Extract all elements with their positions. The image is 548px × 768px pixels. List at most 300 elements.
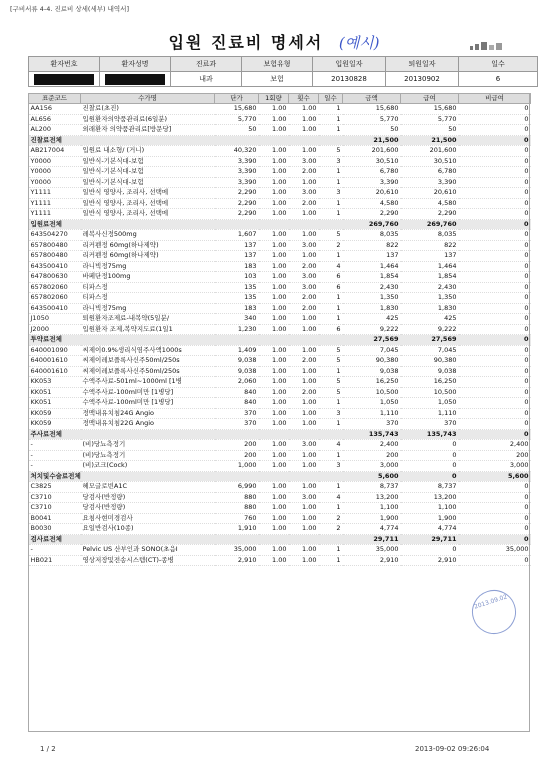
table-cell: 29,711 [401,534,459,545]
table-cell: 티파스정 [81,293,215,304]
table-cell: 27,569 [343,335,401,346]
table-cell: Y0000 [29,156,81,167]
table-cell: 0 [459,377,531,388]
table-cell: 657802060 [29,282,81,293]
table-cell [319,219,343,230]
table-cell: 0 [459,356,531,367]
table-cell: 0 [401,440,459,451]
table-cell: 370 [401,419,459,430]
table-cell: 1,100 [343,503,401,514]
table-cell: 0 [459,387,531,398]
table-cell: 137 [401,251,459,262]
table-cell: 183 [215,303,259,314]
table-cell: 3.00 [289,492,319,503]
table-cell: 2.00 [289,387,319,398]
table-cell [289,335,319,346]
table-cell: 0 [459,429,531,440]
table-cell: 640001610 [29,366,81,377]
table-cell: 135 [215,293,259,304]
table-cell: 1.00 [259,356,289,367]
table-cell: 1.00 [289,555,319,566]
table-cell: Y1111 [29,209,81,220]
table-cell: 1.00 [259,125,289,136]
table-cell: 1 [319,503,343,514]
table-cell: 0 [459,282,531,293]
table-cell: 2,290 [343,209,401,220]
table-cell: 일반식-기본식대-보험 [81,177,215,188]
table-cell: 3,390 [215,177,259,188]
table-cell: 일반식-기본식대-보험 [81,156,215,167]
table-cell: 1 [319,167,343,178]
table-cell: 3.00 [289,272,319,283]
table-cell: 2.00 [289,293,319,304]
table-cell: 21,500 [401,135,459,146]
table-cell: - [29,450,81,461]
table-cell: KK051 [29,398,81,409]
table-cell: 35,000 [343,545,401,556]
column-header: 급여 [401,94,459,104]
table-cell: 1,110 [401,408,459,419]
table-cell: B0030 [29,524,81,535]
table-cell: 135,743 [343,429,401,440]
table-row [29,555,531,566]
table-cell: 1,910 [215,524,259,535]
table-cell: 0 [459,555,531,566]
header-label: 진료과 [171,57,242,72]
table-cell: 5,770 [343,114,401,125]
table-row [29,324,531,335]
table-row [29,513,531,524]
table-cell: 1 [319,419,343,430]
table-cell: 0 [459,419,531,430]
table-cell: 2,290 [215,198,259,209]
table-cell: 1.00 [259,251,289,262]
table-cell: 4,774 [401,524,459,535]
table-cell: 13,200 [401,492,459,503]
table-cell: 137 [215,251,259,262]
table-cell: KK059 [29,408,81,419]
table-cell: 2,910 [343,555,401,566]
table-cell [215,471,259,482]
table-cell: 0 [459,135,531,146]
table-cell: 라니빅정75mg [81,261,215,272]
table-cell: 0 [459,230,531,241]
table-cell: 1.00 [289,408,319,419]
header-label: 환자성명 [100,57,171,72]
column-header: 일수 [319,94,343,104]
table-cell: 주사료전체 [29,429,81,440]
table-row [29,293,531,304]
table-cell: 135 [215,282,259,293]
table-cell: 1 [319,125,343,136]
table-cell: AB217004 [29,146,81,157]
table-cell: 201,600 [401,146,459,157]
table-cell: 0 [459,272,531,283]
table-cell [81,219,215,230]
title-text: 입원 진료비 명세서 [168,33,324,52]
table-cell: 13,200 [343,492,401,503]
table-cell [289,219,319,230]
column-header: 단가 [215,94,259,104]
table-cell: 760 [215,513,259,524]
print-timestamp: 2013-09-02 09:26:04 [415,745,490,753]
table-cell: 4,580 [343,198,401,209]
table-cell: 0 [459,398,531,409]
table-cell: 5 [319,345,343,356]
table-cell [259,534,289,545]
table-row [29,156,531,167]
table-cell: 0 [459,177,531,188]
table-cell: 183 [215,261,259,272]
table-cell: 1,350 [343,293,401,304]
table-cell: 3,390 [215,156,259,167]
table-cell: 처치및수술료전체 [30,471,81,480]
table-cell: 1.00 [259,366,289,377]
table-cell [215,135,259,146]
table-cell: 0 [459,482,531,493]
table-cell [289,471,319,482]
table-cell: 3.00 [289,156,319,167]
table-cell: 5,600 [343,471,401,482]
table-row [29,177,531,188]
table-cell: 35,000 [215,545,259,556]
table-cell: 1.00 [259,167,289,178]
table-cell: 643500410 [29,261,81,272]
table-cell: 1 [319,251,343,262]
table-row [29,209,531,220]
table-cell: 0 [459,335,531,346]
table-cell: 2,290 [401,209,459,220]
table-cell: 0 [401,450,459,461]
header-label: 환자번호 [29,57,100,72]
table-cell: 5 [319,387,343,398]
table-cell: 3 [319,461,343,472]
table-row [29,345,531,356]
table-cell: 3,390 [343,177,401,188]
redacted-logo [470,42,504,52]
table-cell: 5 [319,230,343,241]
table-cell: C3710 [29,503,81,514]
table-cell: 1.00 [289,398,319,409]
table-cell: 1.00 [289,377,319,388]
table-cell: 2,910 [215,555,259,566]
table-cell: 1.00 [289,503,319,514]
table-row [29,251,531,262]
table-cell: 진찰료전체 [29,135,81,146]
table-cell: 0 [459,146,531,157]
table-cell: 640001090 [29,345,81,356]
table-cell: 1.00 [289,104,319,115]
table-cell: 425 [343,314,401,325]
table-cell: 입원환자 조제,복약지도료(1일1 [81,324,215,335]
table-cell: 1.00 [289,314,319,325]
table-cell: 2,060 [215,377,259,388]
table-cell: 진찰료(초진) [81,104,215,115]
table-cell: B0041 [29,513,81,524]
table-cell: 15,680 [215,104,259,115]
patient-info-values [29,72,538,87]
table-row [29,398,531,409]
table-cell: 2 [319,513,343,524]
table-cell: 1 [319,209,343,220]
table-cell: 1.00 [259,188,289,199]
table-cell: 3 [319,408,343,419]
table-cell: 0 [459,366,531,377]
table-cell: 1,464 [401,261,459,272]
table-cell: 5 [319,146,343,157]
table-cell: 3,000 [343,461,401,472]
table-cell: 3.00 [289,282,319,293]
table-cell: 3.00 [289,188,319,199]
table-cell: 880 [215,492,259,503]
table-cell: 3 [319,156,343,167]
table-cell: 880 [215,503,259,514]
table-cell [289,135,319,146]
table-cell: 10,500 [343,387,401,398]
table-row [29,125,531,136]
table-cell: 0 [459,513,531,524]
table-cell: 1.00 [289,345,319,356]
table-cell: 1.00 [259,524,289,535]
table-row [29,545,531,556]
table-cell: (비)당뇨측정기 [81,440,215,451]
table-cell: 1.00 [289,251,319,262]
table-row [29,419,531,430]
page-number: 1 / 2 [40,745,56,753]
table-row [29,377,531,388]
table-cell: 370 [215,419,259,430]
table-cell: 1 [319,366,343,377]
table-cell [81,135,215,146]
table-cell: 1,854 [343,272,401,283]
table-cell: 0 [459,324,531,335]
table-cell: 1.00 [259,440,289,451]
table-cell: 수액주사료-100ml미만 [1병당] [81,398,215,409]
table-cell: 6 [319,282,343,293]
table-cell: 35,000 [459,545,531,556]
table-cell: Pelvic US 산부인과 SONO(초음I [81,545,215,556]
table-cell: 840 [215,398,259,409]
table-cell: 1.00 [259,177,289,188]
table-cell [259,429,289,440]
column-header: 수가명 [81,94,215,104]
table-row [29,303,531,314]
title-note: (예시) [338,34,380,52]
table-cell: 2,430 [343,282,401,293]
table-cell: 1.00 [259,114,289,125]
table-cell: 1.00 [259,156,289,167]
table-cell: 씨제이레보플록사신주50ml/250s [81,356,215,367]
table-cell [215,335,259,346]
table-cell: 라니빅정75mg [81,303,215,314]
table-cell: 840 [215,387,259,398]
table-row [29,167,531,178]
table-cell: 당검사(반정량) [81,503,215,514]
table-cell: 0 [459,104,531,115]
table-cell: 3,000 [459,461,531,472]
table-cell: AL656 [29,114,81,125]
table-cell: 1.00 [289,114,319,125]
header-label: 입원일자 [313,57,386,72]
table-cell: 103 [215,272,259,283]
table-cell: 3,390 [401,177,459,188]
table-cell: AA156 [29,104,81,115]
table-row [29,282,531,293]
table-row [29,114,531,125]
table-cell: 1.00 [259,146,289,157]
table-row [29,188,531,199]
table-cell: 50 [215,125,259,136]
table-row [29,450,531,461]
table-cell: 657802060 [29,293,81,304]
table-cell: 29,711 [343,534,401,545]
table-cell: (비)당뇨측정기 [81,450,215,461]
table-cell: 137 [343,251,401,262]
section-subtotal-row [29,471,531,482]
table-cell: 1.00 [259,345,289,356]
table-cell: 9,222 [401,324,459,335]
table-cell: 20,610 [401,188,459,199]
table-cell: J1050 [29,314,81,325]
table-cell: Y1111 [29,198,81,209]
table-row [29,387,531,398]
table-cell: 0 [459,293,531,304]
header-value: 내과 [171,72,242,87]
table-cell: 0 [459,156,531,167]
table-cell: 1.00 [259,230,289,241]
table-cell: 90,380 [401,356,459,367]
table-cell: 1 [319,198,343,209]
column-header-row [29,94,531,104]
table-cell: 1,350 [401,293,459,304]
table-cell: 1.00 [289,324,319,335]
table-cell: (비)코크(Cock) [81,461,215,472]
section-subtotal-row [29,219,531,230]
table-cell: 일반식 영양사, 조리사, 선택메 [81,198,215,209]
table-cell: 1,230 [215,324,259,335]
table-cell [215,534,259,545]
table-row [29,503,531,514]
table-cell: 1.00 [289,209,319,220]
table-cell [319,534,343,545]
table-cell: 340 [215,314,259,325]
table-cell: 외래환자 의약품관리료[방문당] [81,125,215,136]
table-row [29,104,531,115]
table-cell: 640001610 [29,356,81,367]
table-cell: 0 [459,345,531,356]
table-cell: 1.00 [259,482,289,493]
table-cell: 643500410 [29,303,81,314]
table-cell: 0 [459,524,531,535]
table-cell: 0 [459,188,531,199]
table-cell: 0 [401,471,459,482]
table-cell: 15,680 [343,104,401,115]
table-cell: 1,100 [401,503,459,514]
table-cell: 1.00 [259,387,289,398]
table-cell: 2,430 [401,282,459,293]
table-cell: 1.00 [289,419,319,430]
table-cell: 0 [459,167,531,178]
table-cell: 3.00 [289,440,319,451]
table-cell [259,335,289,346]
table-cell: Y0000 [29,177,81,188]
table-cell: 정맥내유치침22G Angio [81,419,215,430]
table-cell: 1.00 [259,461,289,472]
table-cell: - [29,461,81,472]
table-cell [215,219,259,230]
table-cell: 822 [401,240,459,251]
table-cell: 5 [319,356,343,367]
table-cell: - [29,545,81,556]
table-cell: 1.00 [259,104,289,115]
table-cell: 1 [319,555,343,566]
table-cell [319,135,343,146]
table-cell: 2,290 [215,188,259,199]
table-cell: 200 [459,450,531,461]
table-cell: 40,320 [215,146,259,157]
table-cell: 1,110 [343,408,401,419]
table-cell: 8,035 [343,230,401,241]
table-cell [259,471,289,482]
table-cell: 1.00 [289,524,319,535]
table-cell: 리커펜정 60mg(하나제약) [81,240,215,251]
table-cell: 16,250 [343,377,401,388]
table-cell: 3 [319,188,343,199]
table-cell: 1.00 [259,377,289,388]
table-row [29,356,531,367]
table-cell: 1 [319,314,343,325]
table-row [29,440,531,451]
table-cell: 1.00 [259,398,289,409]
table-cell: 5,770 [215,114,259,125]
table-row [29,230,531,241]
table-cell: 3.00 [289,240,319,251]
table-cell: 1.00 [259,282,289,293]
table-cell: 1,050 [343,398,401,409]
table-cell: 50 [343,125,401,136]
table-cell: 1.00 [259,513,289,524]
header-label: 보험유형 [242,57,313,72]
table-cell: 1,050 [401,398,459,409]
section-subtotal-row [29,429,531,440]
table-row [29,272,531,283]
table-cell: 티파스정 [81,282,215,293]
table-cell: 1.00 [259,545,289,556]
table-cell: 822 [343,240,401,251]
table-cell: 1,464 [343,261,401,272]
table-cell: AL200 [29,125,81,136]
table-cell: 5,770 [401,114,459,125]
table-cell: 0 [459,209,531,220]
table-cell: 2 [319,524,343,535]
table-cell: 6 [319,324,343,335]
table-cell: 1.00 [259,324,289,335]
table-cell: 입원료전체 [29,219,81,230]
table-cell: 2,400 [459,440,531,451]
table-cell: 일반식-기본식대-보험 [81,167,215,178]
table-cell: 1.00 [289,461,319,472]
table-cell: 2 [319,240,343,251]
document-title [0,30,548,53]
table-cell: 요침사현미경검사 [81,513,215,524]
table-cell: 0 [459,503,531,514]
table-cell: J2000 [29,324,81,335]
table-cell: 2.00 [289,167,319,178]
table-cell: 1,900 [343,513,401,524]
table-cell: Y1111 [29,188,81,199]
table-cell: 0 [459,114,531,125]
table-cell: 9,038 [343,366,401,377]
